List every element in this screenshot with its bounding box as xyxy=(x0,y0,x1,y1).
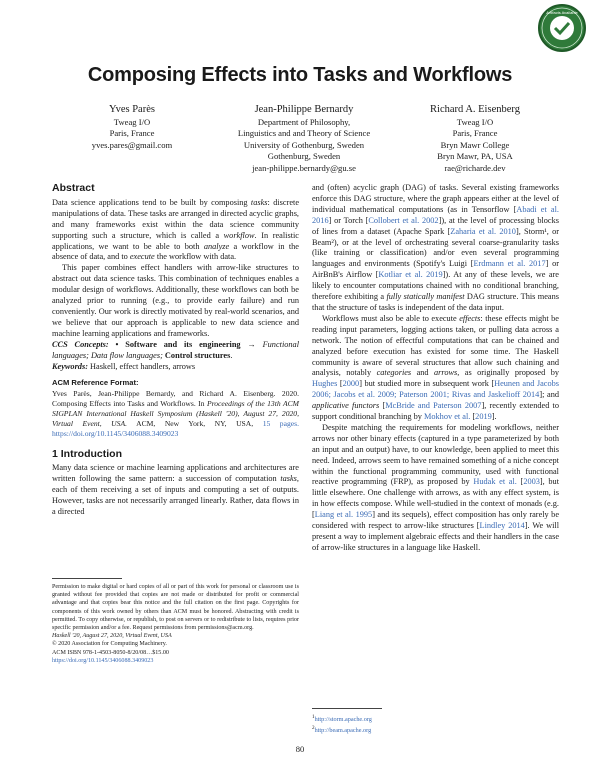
reference-format-body: Yves Parès, Jean-Philippe Bernardy, and Richard A. Eisenberg. 2020. Composing Effects into Tasks and Workflows. In Proceedings of the 13th ACM SIGPLAN International Haskell Symposium (Haskell '20), August 27, 2020, Virtual Event, USA. ACM, New York, NY, USA, 15 pages. https://doi.org/10.1145/3406088.3409023 xyxy=(52,389,299,439)
citation[interactable]: Kotliar et al. 2019 xyxy=(378,270,443,280)
isbn-line: ACM ISBN 978-1-4503-8050-8/20/08…$15.00 xyxy=(52,649,169,656)
right-paragraph-2: Workflows must also be able to execute effects: these effects might be reading input parameters, logging actions taken, or pulling data across a network. The notion of effectful computations that can be chained and analyzed before execution has existed for some time. The Haskell community is aware of several structures that allow such chaining and analysis, notably categories and arrows, as originally proposed by Hughes [2000] but studied more in subsequent work [Heunen and Jacobs 2006; Jacobs et al. 2009; Paterson 2001; Rivas and Jaskelioff 2014]; and applicative functors [McBride and Paterson 2007], recently extended to support conditional branching by Mokhov et al. [2019]. xyxy=(312,313,560,422)
left-column xyxy=(52,183,299,518)
right-paragraph-1: and (often) acyclic graph (DAG) of tasks. Several existing frameworks enforce this DAG structure, where the graph appears either at the level of individual mathematical computations (as in Tensorflow [Abadi et al. 2016] or Torch [Collobert et al. 2002]), at the level of processing blocks of lines from a dataset (Apache Spark [Zaharia et al. 2010], Storm¹, or Beam²), or at the level of orchestrating several coarse-granularity tasks (like training or classification) and/or even several programming languages and environments (Spotify's Luigi [Erdmann et al. 2017] or AirBnB's Airflow [Kotliar et al. 2019]). At any of these levels, we are likely to encounter computations chained with no conditional branching, therefore exhibiting a fully statically manifest DAG structure. This means that the structure of tasks is independent of the data input. xyxy=(312,183,559,312)
citation[interactable]: Mokhov et al. xyxy=(424,412,471,422)
right-paragraph-3: Despite matching the requirements for modeling workflows, neither arrows nor other binary effects (captured in a type parameterized by both an input and an output) have, to our knowledge, been applied to meet this need. Indeed, arrows seem to have remained something of a niche concept within the functional programming community, used with functional reactive programming (FRP), as proposed by Hudak et al. [2003], but little elsewhere. One challenge with arrows, as with any effect system, is in how effects compose. While well-studied in the context of monads (e.g. [Liang et al. 1995] and its sequels), effect composition has only rarely be considered with respect to arrow-like structures [Lindley 2014]. We will present a way to implement algebraic effects and their handlers in the case of arrow-like structures in a language like Haskell. xyxy=(312,422,560,552)
author-name: Yves Parès xyxy=(109,104,155,115)
citation[interactable]: 2003 xyxy=(523,477,540,487)
citation[interactable]: 2000 xyxy=(342,379,360,389)
permission-notice xyxy=(52,583,299,665)
copyright-line: © 2020 Association for Computing Machinery. xyxy=(52,641,167,648)
author-block-2 xyxy=(219,103,389,174)
author-affiliation: Department of Philosophy, xyxy=(257,117,351,127)
badge-text: Artifacts Available xyxy=(546,10,578,15)
paper-title: Composing Effects into Tasks and Workflows xyxy=(87,64,513,86)
citation[interactable]: Hudak et al. xyxy=(473,477,517,487)
author-name: Richard A. Eisenberg xyxy=(430,104,520,115)
footnote-rule xyxy=(52,578,122,579)
author-location: Paris, France xyxy=(109,128,155,139)
citation[interactable]: Abadi et al. 2016 xyxy=(312,204,559,225)
author-location: Gothenburg, Sweden xyxy=(267,151,341,162)
reference-format-heading: ACM Reference Format: xyxy=(52,378,139,388)
acm-artifacts-available-badge-icon xyxy=(540,6,584,50)
introduction-section xyxy=(52,449,299,517)
citation[interactable]: Liang et al. 1995 xyxy=(314,510,373,520)
introduction-heading: 1 Introduction xyxy=(52,448,122,461)
page-number: 80 xyxy=(295,744,305,754)
footnote-1: $^1$http://storm.apache.org xyxy=(312,714,372,724)
citation[interactable]: Hughes xyxy=(312,379,338,389)
ccs-concepts: CCS Concepts: • Software and its engineering → Functional languages; Data flow languages; Control structures. xyxy=(52,339,299,360)
author-email: rae@richarde.dev xyxy=(444,162,506,173)
keywords: Keywords: Haskell, effect handlers, arrows xyxy=(52,361,196,371)
citation[interactable]: McBride and Paterson 2007 xyxy=(385,401,482,411)
footnote-rule-right xyxy=(312,708,382,709)
conference-line: Haskell '20, August 27, 2020, Virtual Event, USA xyxy=(52,633,172,640)
doi-link[interactable]: https://doi.org/10.1145/3406088.3409023 xyxy=(52,429,179,439)
citation[interactable]: Erdmann et al. 2017 xyxy=(473,259,546,269)
permission-text: Permission to make digital or hard copies of all or part of this work for personal or classroom use is granted without fee provided that copies are not made or distributed for profit or commercial advantage and that copies bear this notice and the full citation on the first page. Copyrights for components of this work owned by others than ACM must be honored. Abstracting with credit is permitted. To copy otherwise, or republish, to post on servers or to redistribute to lists, requires prior specific permission and/or a fee. Request permissions from permissions@acm.org. xyxy=(52,584,299,632)
author-name: Jean-Philippe Bernardy xyxy=(254,104,354,115)
author-affiliation: Tweag I/O xyxy=(113,117,151,127)
abstract-heading: Abstract xyxy=(52,182,95,194)
author-affiliation: Linguistics and and Theory of Science xyxy=(237,128,371,139)
citation[interactable]: Heunen and Jacobs 2006; Jacobs et al. 2009; Paterson 2001; Rivas and Jaskelioff 2014 xyxy=(312,379,559,400)
right-column xyxy=(312,183,559,554)
author-location: Bryn Mawr, PA, USA xyxy=(437,151,513,162)
footnotes xyxy=(312,713,559,736)
citation[interactable]: 2019 xyxy=(475,412,492,422)
footnote-link[interactable]: http://storm.apache.org xyxy=(314,716,372,724)
author-affiliation: Bryn Mawr College xyxy=(440,139,510,150)
footnote-link[interactable]: http://beam.apache.org xyxy=(314,727,372,735)
author-affiliation: University of Gothenburg, Sweden xyxy=(243,139,365,150)
footnote-2: $^2$http://beam.apache.org xyxy=(312,725,372,735)
author-email: yves.pares@gmail.com xyxy=(91,139,173,150)
artifacts-available-badge xyxy=(538,4,586,52)
author-block-3 xyxy=(400,103,550,174)
citation[interactable]: Zaharia et al. 2010 xyxy=(450,226,516,236)
citation[interactable]: Collobert et al. 2002 xyxy=(368,215,439,225)
citation[interactable]: Lindley 2014 xyxy=(479,521,525,531)
author-location: Paris, France xyxy=(452,128,498,139)
author-affiliation: Tweag I/O xyxy=(456,117,494,127)
author-block-1 xyxy=(62,103,202,151)
permission-doi-link[interactable]: https://doi.org/10.1145/3406088.3409023 xyxy=(52,657,154,664)
abstract-paragraph-1: Data science applications tend to be built by composing tasks: discrete manipulations of data. These tasks are arranged in directed acyclic graphs, and many frameworks exist within the data science community supporting such a structure, which is called a workflow. In realistic applications, we want to be able to both analyze a workflow in the absence of data, and to execute the workflow with data. xyxy=(52,197,299,262)
abstract-paragraph-2: This paper combines effect handlers with arrow-like structures to abstract out data science tasks. This combination of techniques enables a modular design of workflows. Additionally, these workflows can both be analyzed prior to running (e.g., to provide early failure) and run conveniently. Our work is directly motivated by real-world scenarios, and we believe that our approach is applicable to new data science and machine learning applications and frameworks. xyxy=(52,263,299,338)
author-email: jean-philippe.bernardy@gu.se xyxy=(252,162,356,173)
introduction-paragraph: Many data science or machine learning applications and architectures are written following the same pattern: a succession of computation tasks, each of them receiving a set of inputs and computing a set of outputs. However, tasks are not necessarily arranged linearly. Rather, data flows in a directed xyxy=(52,463,299,516)
